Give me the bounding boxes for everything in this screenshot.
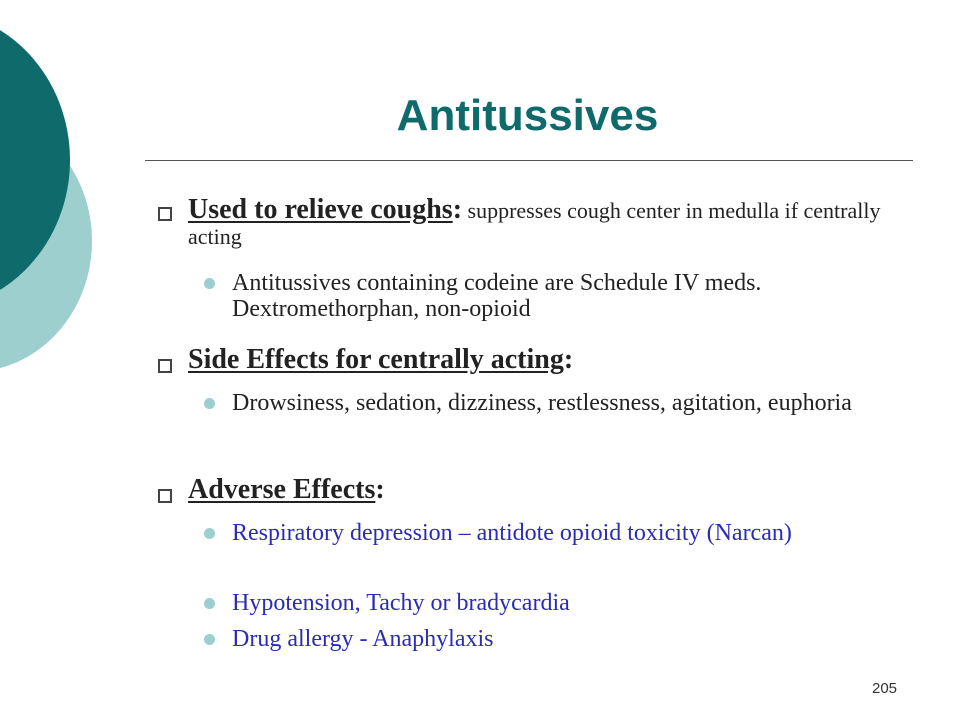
- round-bullet-icon: [204, 398, 215, 409]
- bullet-heading: Used to relieve coughs: [188, 194, 453, 225]
- sub-bullet-respiratory-depression: Respiratory depression – antidote opioid toxicity (Narcan): [232, 520, 792, 546]
- bullet-side-effects: [150, 344, 910, 375]
- sub-bullet-hypotension: Hypotension, Tachy or bradycardia: [232, 590, 570, 616]
- bullet-separator: :: [452, 194, 463, 225]
- bullet-used-to-relieve-coughs: [150, 194, 910, 250]
- bullet-heading: Adverse Effects: [188, 474, 376, 505]
- page-number: 205: [872, 680, 898, 697]
- bullet-text: [188, 474, 910, 505]
- sub-bullet-codeine-schedule: Antitussives containing codeine are Schedule IV meds. Dextromethorphan, non-opioid: [232, 270, 762, 322]
- bullet-text: [188, 194, 910, 250]
- round-bullet-icon: [204, 634, 215, 645]
- round-bullet-icon: [204, 278, 215, 289]
- square-bullet-icon: [158, 207, 172, 221]
- bullet-separator: :: [375, 474, 385, 505]
- bullet-heading: Side Effects for centrally acting: [188, 344, 564, 375]
- bullet-separator: :: [563, 344, 574, 375]
- slide-title: Antitussives: [396, 91, 659, 140]
- sub-bullet-drowsiness: Drowsiness, sedation, dizziness, restlessness, agitation, euphoria: [232, 390, 852, 416]
- bullet-text: [188, 344, 910, 375]
- round-bullet-icon: [204, 598, 215, 609]
- title-divider: [145, 160, 913, 161]
- square-bullet-icon: [158, 489, 172, 503]
- bullet-adverse-effects: [150, 474, 910, 505]
- bullet-description: suppresses cough center in medulla if centrally acting: [188, 198, 881, 249]
- square-bullet-icon: [158, 359, 172, 373]
- round-bullet-icon: [204, 528, 215, 539]
- sub-bullet-drug-allergy: Drug allergy - Anaphylaxis: [232, 626, 494, 652]
